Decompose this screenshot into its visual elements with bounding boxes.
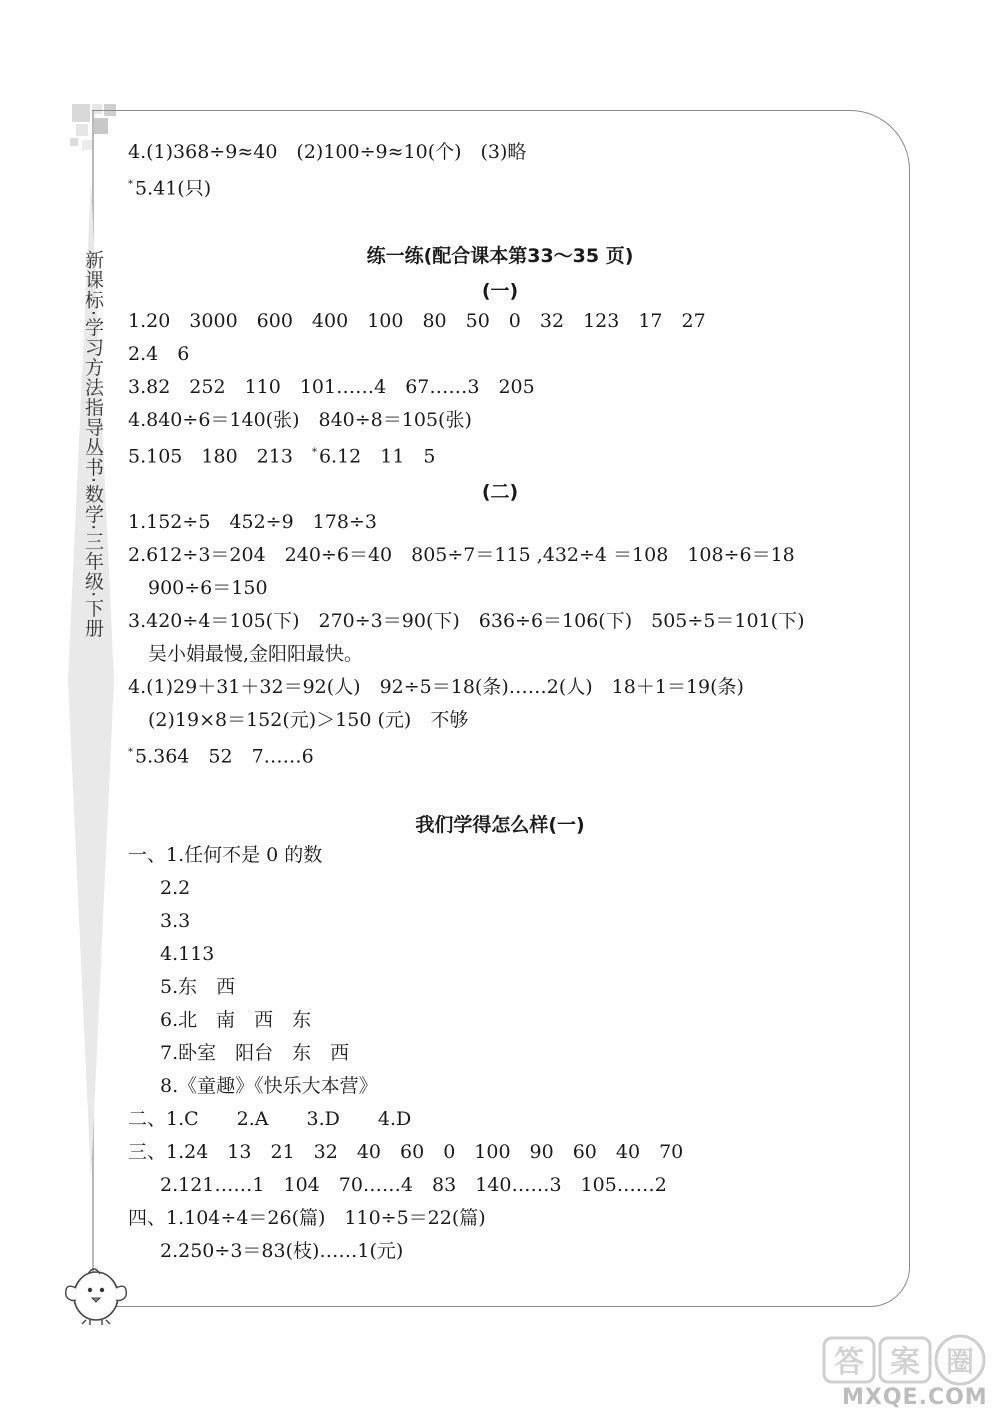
svg-text:圈: 圈	[945, 1345, 975, 1378]
answer-line-starred	[128, 741, 314, 768]
answer-line: 8.《童趣》《快乐大本营》	[160, 1075, 378, 1097]
watermark-logo	[820, 1330, 990, 1390]
answer-text: 5.41(只)	[135, 177, 212, 200]
subsection-heading: (一)	[481, 280, 519, 302]
answer-line: 二、1.C 2.A 3.D 4.D	[128, 1108, 412, 1130]
answer-line: 900÷6＝150	[148, 577, 268, 599]
answer-line: 3.3	[160, 910, 191, 932]
answer-text: 5.105 180 213	[128, 445, 293, 468]
answer-line: 6.北 南 西 东	[160, 1009, 312, 1031]
star-mark: *	[311, 447, 317, 458]
section-heading: 我们学得怎么样(一)	[415, 814, 585, 836]
answer-line: 1.20 3000 600 400 100 80 50 0 32 123 17 27	[128, 310, 706, 332]
answer-line: 4.(1)368÷9≈40 (2)100÷9≈10(个) (3)略	[128, 141, 527, 163]
answer-line: 4.(1)29＋31＋32＝92(人) 92÷5＝18(条)……2(人) 18＋1＝19(条)	[128, 676, 744, 698]
chick-mascot-icon	[60, 1258, 132, 1326]
answer-line-starred	[128, 173, 211, 200]
answer-line: 吴小娟最慢,金阳阳最快。	[148, 643, 364, 665]
answer-line: 2.612÷3＝204 240÷6＝40 805÷7＝115 ,432÷4 ＝108 108÷6＝18	[128, 544, 795, 566]
answer-line: 2.250÷3＝83(枝)……1(元)	[160, 1240, 404, 1262]
svg-text:答: 答	[834, 1345, 864, 1380]
subsection-heading: (二)	[481, 481, 519, 503]
star-mark: *	[128, 747, 133, 758]
watermark-text: MXQE.COM	[842, 1385, 988, 1410]
svg-text:案: 案	[890, 1345, 920, 1380]
answer-line: 4.840÷6＝140(张) 840÷8＝105(张)	[128, 409, 472, 431]
answer-line: 5.东 西	[160, 976, 236, 998]
answer-line: 2.4 6	[128, 343, 190, 365]
answer-line: 2.2	[160, 877, 191, 899]
answer-line	[128, 441, 436, 468]
answer-line: 3.82 252 110 101……4 67……3 205	[128, 376, 535, 398]
answer-line: 7.卧室 阳台 东 西	[160, 1042, 350, 1064]
star-mark: *	[128, 179, 133, 190]
answer-text: 5.364 52 7……6	[135, 745, 314, 768]
answer-line: 四、1.104÷4＝26(篇) 110÷5＝22(篇)	[128, 1207, 486, 1229]
answer-line: (2)19×8＝152(元)＞150 (元) 不够	[148, 709, 469, 731]
answer-line: 4.113	[160, 943, 215, 965]
answer-line: 2.121……1 104 70……4 83 140……3 105……2	[160, 1174, 667, 1196]
section-heading: 练一练(配合课本第33～35 页)	[366, 245, 634, 267]
answer-line: 3.420÷4＝105(下) 270÷3＝90(下) 636÷6＝106(下) 505÷5＝101(下)	[128, 610, 805, 632]
spine-title: 新课标·学习方法指导丛书·数学·三年级·下册	[82, 250, 104, 639]
answer-line: 一、1.任何不是 0 的数	[128, 844, 323, 866]
answer-line: 三、1.24 13 21 32 40 60 0 100 90 60 40 70	[128, 1141, 684, 1163]
answer-line: 1.152÷5 452÷9 178÷3	[128, 511, 377, 533]
answer-text: 6.12 11 5	[318, 445, 436, 468]
